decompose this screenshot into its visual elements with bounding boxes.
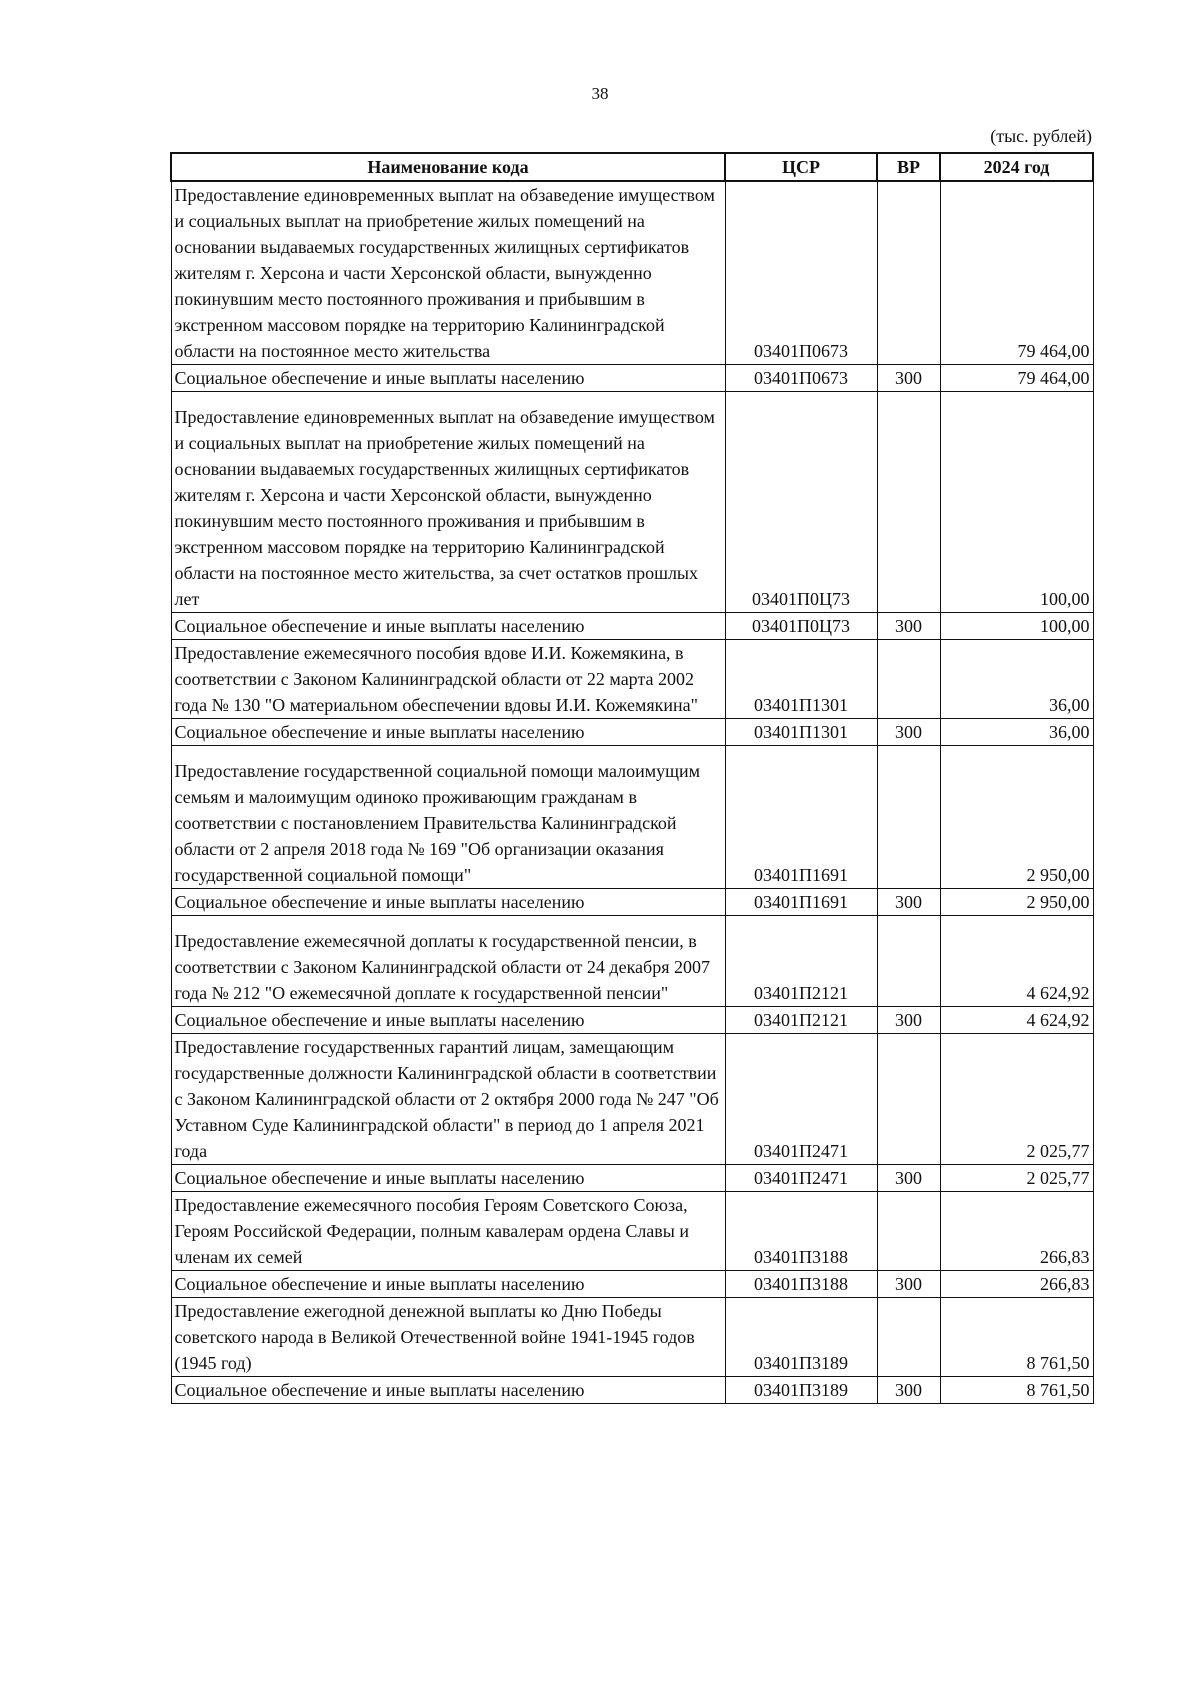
row-vr: 300 — [877, 1165, 940, 1192]
row-csr: 03401П2471 — [725, 1165, 877, 1192]
row-name: Социальное обеспечение и иные выплаты населению — [171, 889, 725, 916]
row-amount: 36,00 — [940, 640, 1093, 719]
row-amount: 2 950,00 — [940, 889, 1093, 916]
row-name: Предоставление единовременных выплат на обзаведение имуществом и социальных выплат на приобретение жилых помещений на основании выдаваемых государственных жилищных сертификатов жителям г. Херсона и части Херсонской области, вынужденно покинувшим место постоянного проживания и прибывшим в экстренном массовом порядке на территорию Калининградской области на постоянное место жительства — [171, 181, 725, 365]
row-csr: 03401П3189 — [725, 1298, 877, 1377]
row-csr: 03401П0673 — [725, 181, 877, 365]
row-vr — [877, 1298, 940, 1377]
page-number: 38 — [591, 84, 609, 103]
row-csr: 03401П1301 — [725, 640, 877, 719]
table-row — [171, 1271, 1093, 1298]
row-name: Предоставление ежемесячной доплаты к государственной пенсии, в соответствии с Законом Калининградской области от 24 декабря 2007 года № 212 "О ежемесячной доплате к государственной пенсии" — [171, 916, 725, 1007]
row-amount: 100,00 — [940, 613, 1093, 640]
row-name: Предоставление государственной социальной помощи малоимущим семьям и малоимущим одиноко проживающим гражданам в соответствии с постановлением Правительства Калининградской области от 2 апреля 2018 года № 169 "Об организации оказания государственной социальной помощи" — [171, 746, 725, 889]
row-csr: 03401П3189 — [725, 1377, 877, 1404]
table-row — [171, 365, 1093, 392]
table-row — [171, 719, 1093, 746]
row-vr: 300 — [877, 719, 940, 746]
row-vr — [877, 1192, 940, 1271]
row-name: Социальное обеспечение и иные выплаты населению — [171, 1377, 725, 1404]
row-csr: 03401П2121 — [725, 916, 877, 1007]
row-vr: 300 — [877, 365, 940, 392]
table-row — [171, 392, 1093, 613]
table-row — [171, 1298, 1093, 1377]
row-name: Социальное обеспечение и иные выплаты населению — [171, 1271, 725, 1298]
budget-table — [170, 152, 1094, 1404]
row-vr: 300 — [877, 613, 940, 640]
row-vr: 300 — [877, 1377, 940, 1404]
row-vr: 300 — [877, 889, 940, 916]
table-row — [171, 640, 1093, 719]
row-vr — [877, 392, 940, 613]
row-name: Предоставление ежемесячного пособия Героям Советского Союза, Героям Российской Федерации, полным кавалерам ордена Славы и членам их семей — [171, 1192, 725, 1271]
row-csr: 03401П3188 — [725, 1192, 877, 1271]
row-amount: 8 761,50 — [940, 1298, 1093, 1377]
header-year: 2024 год — [940, 153, 1093, 181]
row-name: Социальное обеспечение и иные выплаты населению — [171, 613, 725, 640]
table-row — [171, 1007, 1093, 1034]
table-row — [171, 1192, 1093, 1271]
row-vr — [877, 1034, 940, 1165]
row-csr: 03401П2121 — [725, 1007, 877, 1034]
table-row — [171, 916, 1093, 1007]
row-amount: 100,00 — [940, 392, 1093, 613]
row-csr: 03401П3188 — [725, 1271, 877, 1298]
row-amount: 2 025,77 — [940, 1165, 1093, 1192]
row-amount: 8 761,50 — [940, 1377, 1093, 1404]
row-name: Предоставление ежемесячного пособия вдове И.И. Кожемякина, в соответствии с Законом Калининградской области от 22 марта 2002 года № 130 "О материальном обеспечении вдовы И.И. Кожемякина" — [171, 640, 725, 719]
row-vr: 300 — [877, 1271, 940, 1298]
row-amount: 79 464,00 — [940, 365, 1093, 392]
header-name: Наименование кода — [171, 153, 725, 181]
row-amount: 79 464,00 — [940, 181, 1093, 365]
header-csr: ЦСР — [725, 153, 877, 181]
row-name: Предоставление государственных гарантий лицам, замещающим государственные должности Калининградской области в соответствии с Законом Калининградской области от 2 октября 2000 года № 247 "Об Уставном Суде Калининградской области" в период до 1 апреля 2021 года — [171, 1034, 725, 1165]
table-header-row — [171, 153, 1093, 181]
row-amount: 4 624,92 — [940, 916, 1093, 1007]
table-row — [171, 1377, 1093, 1404]
row-amount: 4 624,92 — [940, 1007, 1093, 1034]
row-name: Предоставление единовременных выплат на обзаведение имуществом и социальных выплат на приобретение жилых помещений на основании выдаваемых государственных жилищных сертификатов жителям г. Херсона и части Херсонской области, вынужденно покинувшим место постоянного проживания и прибывшим в экстренном массовом порядке на территорию Калининградской области на постоянное место жительства, за счет остатков прошлых лет — [171, 392, 725, 613]
row-amount: 36,00 — [940, 719, 1093, 746]
row-csr: 03401П0673 — [725, 365, 877, 392]
row-amount: 2 950,00 — [940, 746, 1093, 889]
table-row — [171, 613, 1093, 640]
row-name: Социальное обеспечение и иные выплаты населению — [171, 1165, 725, 1192]
row-name: Социальное обеспечение и иные выплаты населению — [171, 1007, 725, 1034]
row-vr — [877, 916, 940, 1007]
row-csr: 03401П1301 — [725, 719, 877, 746]
row-csr: 03401П0Ц73 — [725, 392, 877, 613]
row-amount: 266,83 — [940, 1271, 1093, 1298]
row-vr: 300 — [877, 1007, 940, 1034]
row-name: Предоставление ежегодной денежной выплаты ко Дню Победы советского народа в Великой Отечественной войне 1941-1945 годов (1945 год) — [171, 1298, 725, 1377]
row-csr: 03401П1691 — [725, 889, 877, 916]
row-vr — [877, 746, 940, 889]
row-csr: 03401П0Ц73 — [725, 613, 877, 640]
row-csr: 03401П1691 — [725, 746, 877, 889]
table-row — [171, 746, 1093, 889]
table-row — [171, 1165, 1093, 1192]
header-vr: ВР — [877, 153, 940, 181]
row-csr: 03401П2471 — [725, 1034, 877, 1165]
row-vr — [877, 181, 940, 365]
table-row — [171, 181, 1093, 365]
row-amount: 266,83 — [940, 1192, 1093, 1271]
row-vr — [877, 640, 940, 719]
table-row — [171, 889, 1093, 916]
row-name: Социальное обеспечение и иные выплаты населению — [171, 365, 725, 392]
table-row — [171, 1034, 1093, 1165]
row-name: Социальное обеспечение и иные выплаты населению — [171, 719, 725, 746]
row-amount: 2 025,77 — [940, 1034, 1093, 1165]
units-label: (тыс. рублей) — [990, 126, 1092, 146]
